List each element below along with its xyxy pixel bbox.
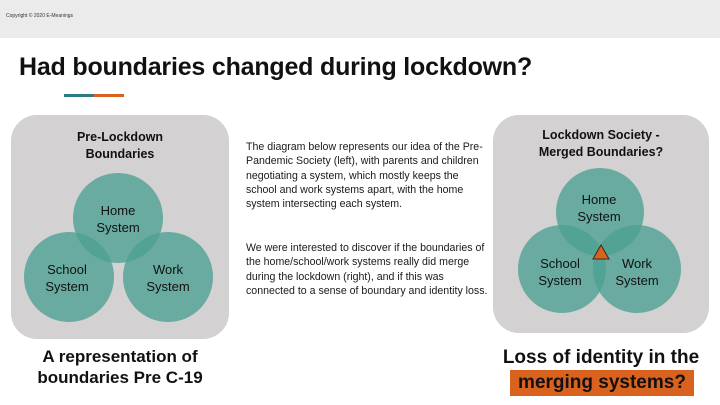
- accent-line-teal: [64, 94, 94, 97]
- lockdown-caption-line-1: Loss of identity in the: [502, 347, 700, 368]
- pre-lockdown-title: Pre-Lockdown Boundaries: [76, 130, 164, 161]
- school-system-label-merged: School System: [538, 256, 582, 288]
- pre-lockdown-panel: [11, 115, 229, 339]
- description-paragraph-1: The diagram below represents our idea of the Pre-Pandemic Society (left), with parents and children negotiating a system, which mostly keeps the school and work systems apart, with the home system intersecting each system.: [246, 141, 483, 211]
- home-system-label-merged: Home System: [577, 192, 621, 224]
- slide-title: Had boundaries changed during lockdown?: [19, 53, 533, 81]
- description-paragraph-2: We were interested to discover if the boundaries of the home/school/work systems really did merge during the lockdown (right), and if this was connected to a sense of boundary and identity loss.: [246, 242, 488, 297]
- warning-triangle-icon: [592, 244, 610, 260]
- pre-lockdown-caption: A representation of boundaries Pre C-19: [37, 347, 203, 387]
- lockdown-caption-highlight: merging systems?: [510, 370, 694, 396]
- school-system-label: School System: [45, 262, 89, 294]
- lockdown-panel: [493, 115, 709, 333]
- lockdown-title: Lockdown Society - Merged Boundaries?: [538, 128, 664, 159]
- work-system-label: Work System: [146, 262, 190, 294]
- copyright-text: Copyright © 2020 E-Meanings: [6, 13, 74, 19]
- home-system-label: Home System: [96, 203, 140, 235]
- top-bar: [0, 0, 720, 38]
- accent-line-orange: [94, 94, 124, 97]
- work-system-label-merged: Work System: [615, 256, 659, 288]
